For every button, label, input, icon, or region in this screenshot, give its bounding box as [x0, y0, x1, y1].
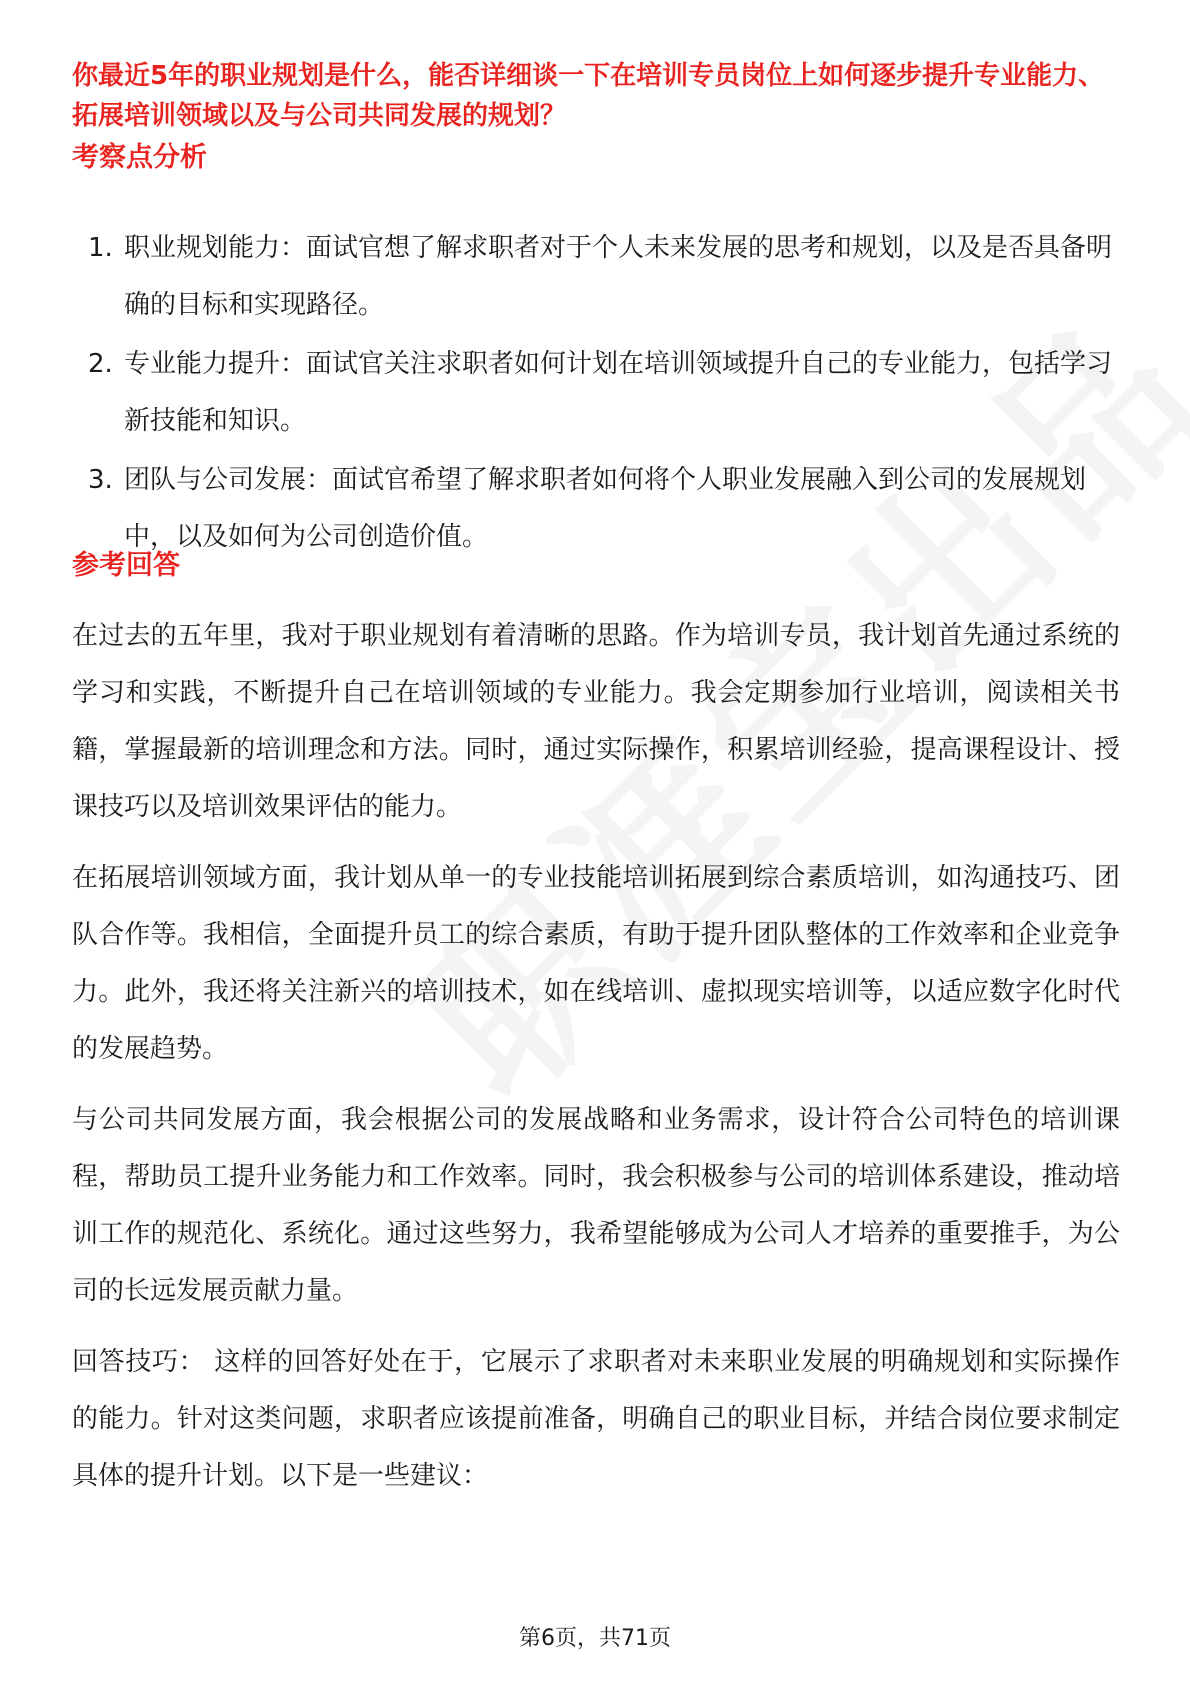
point-text: 职业规划能力：面试官想了解求职者对于个人未来发展的思考和规划，以及是否具备明确的目标和实现路径。	[124, 233, 1113, 320]
answer-paragraph: 与公司共同发展方面，我会根据公司的发展战略和业务需求，设计符合公司特色的培训课程，帮助员工提升业务能力和工作效率。同时，我会积极参与公司的培训体系建设，推动培训工作的规范化、系统化。通过这些努力，我希望能够成为公司人才培养的重要推手，为公司的长远发展贡献力量。	[72, 1105, 1120, 1306]
point-text: 团队与公司发展：面试官希望了解求职者如何将个人职业发展融入到公司的发展规划中，以及如何为公司创造价值。	[124, 465, 1087, 552]
point-number: 1.	[88, 233, 113, 263]
analysis-point	[72, 220, 1112, 334]
analysis-points-list	[72, 220, 1112, 568]
analysis-point	[72, 452, 1112, 566]
answer-paragraph: 在拓展培训领域方面，我计划从单一的专业技能培训拓展到综合素质培训，如沟通技巧、团队合作等。我相信，全面提升员工的综合素质，有助于提升团队整体的工作效率和企业竞争力。此外，我还将关注新兴的培训技术，如在线培训、虚拟现实培训等，以适应数字化时代的发展趋势。	[72, 863, 1120, 1064]
point-text: 专业能力提升：面试官关注求职者如何计划在培训领域提升自己的专业能力，包括学习新技能和知识。	[124, 349, 1113, 436]
analysis-heading: 考察点分析	[72, 142, 207, 173]
interview-question: 你最近5年的职业规划是什么，能否详细谈一下在培训专员岗位上如何逐步提升专业能力、拓展培训领域以及与公司共同发展的规划？	[72, 61, 1105, 131]
point-number: 2.	[88, 349, 113, 379]
answer-paragraph: 在过去的五年里，我对于职业规划有着清晰的思路。作为培训专员，我计划首先通过系统的学习和实践，不断提升自己在培训领域的专业能力。我会定期参加行业培训，阅读相关书籍，掌握最新的培训理念和方法。同时，通过实际操作，积累培训经验，提高课程设计、授课技巧以及培训效果评估的能力。	[72, 621, 1120, 822]
answer-heading: 参考回答	[72, 550, 180, 581]
point-number: 3.	[88, 465, 113, 495]
answer-tips-paragraph: 回答技巧： 这样的回答好处在于，它展示了求职者对未来职业发展的明确规划和实际操作的能力。针对这类问题，求职者应该提前准备，明确自己的职业目标，并结合岗位要求制定具体的提升计划。以下是一些建议：	[72, 1347, 1120, 1491]
analysis-point	[72, 336, 1112, 450]
page-number: 第6页，共71页	[519, 1626, 671, 1651]
